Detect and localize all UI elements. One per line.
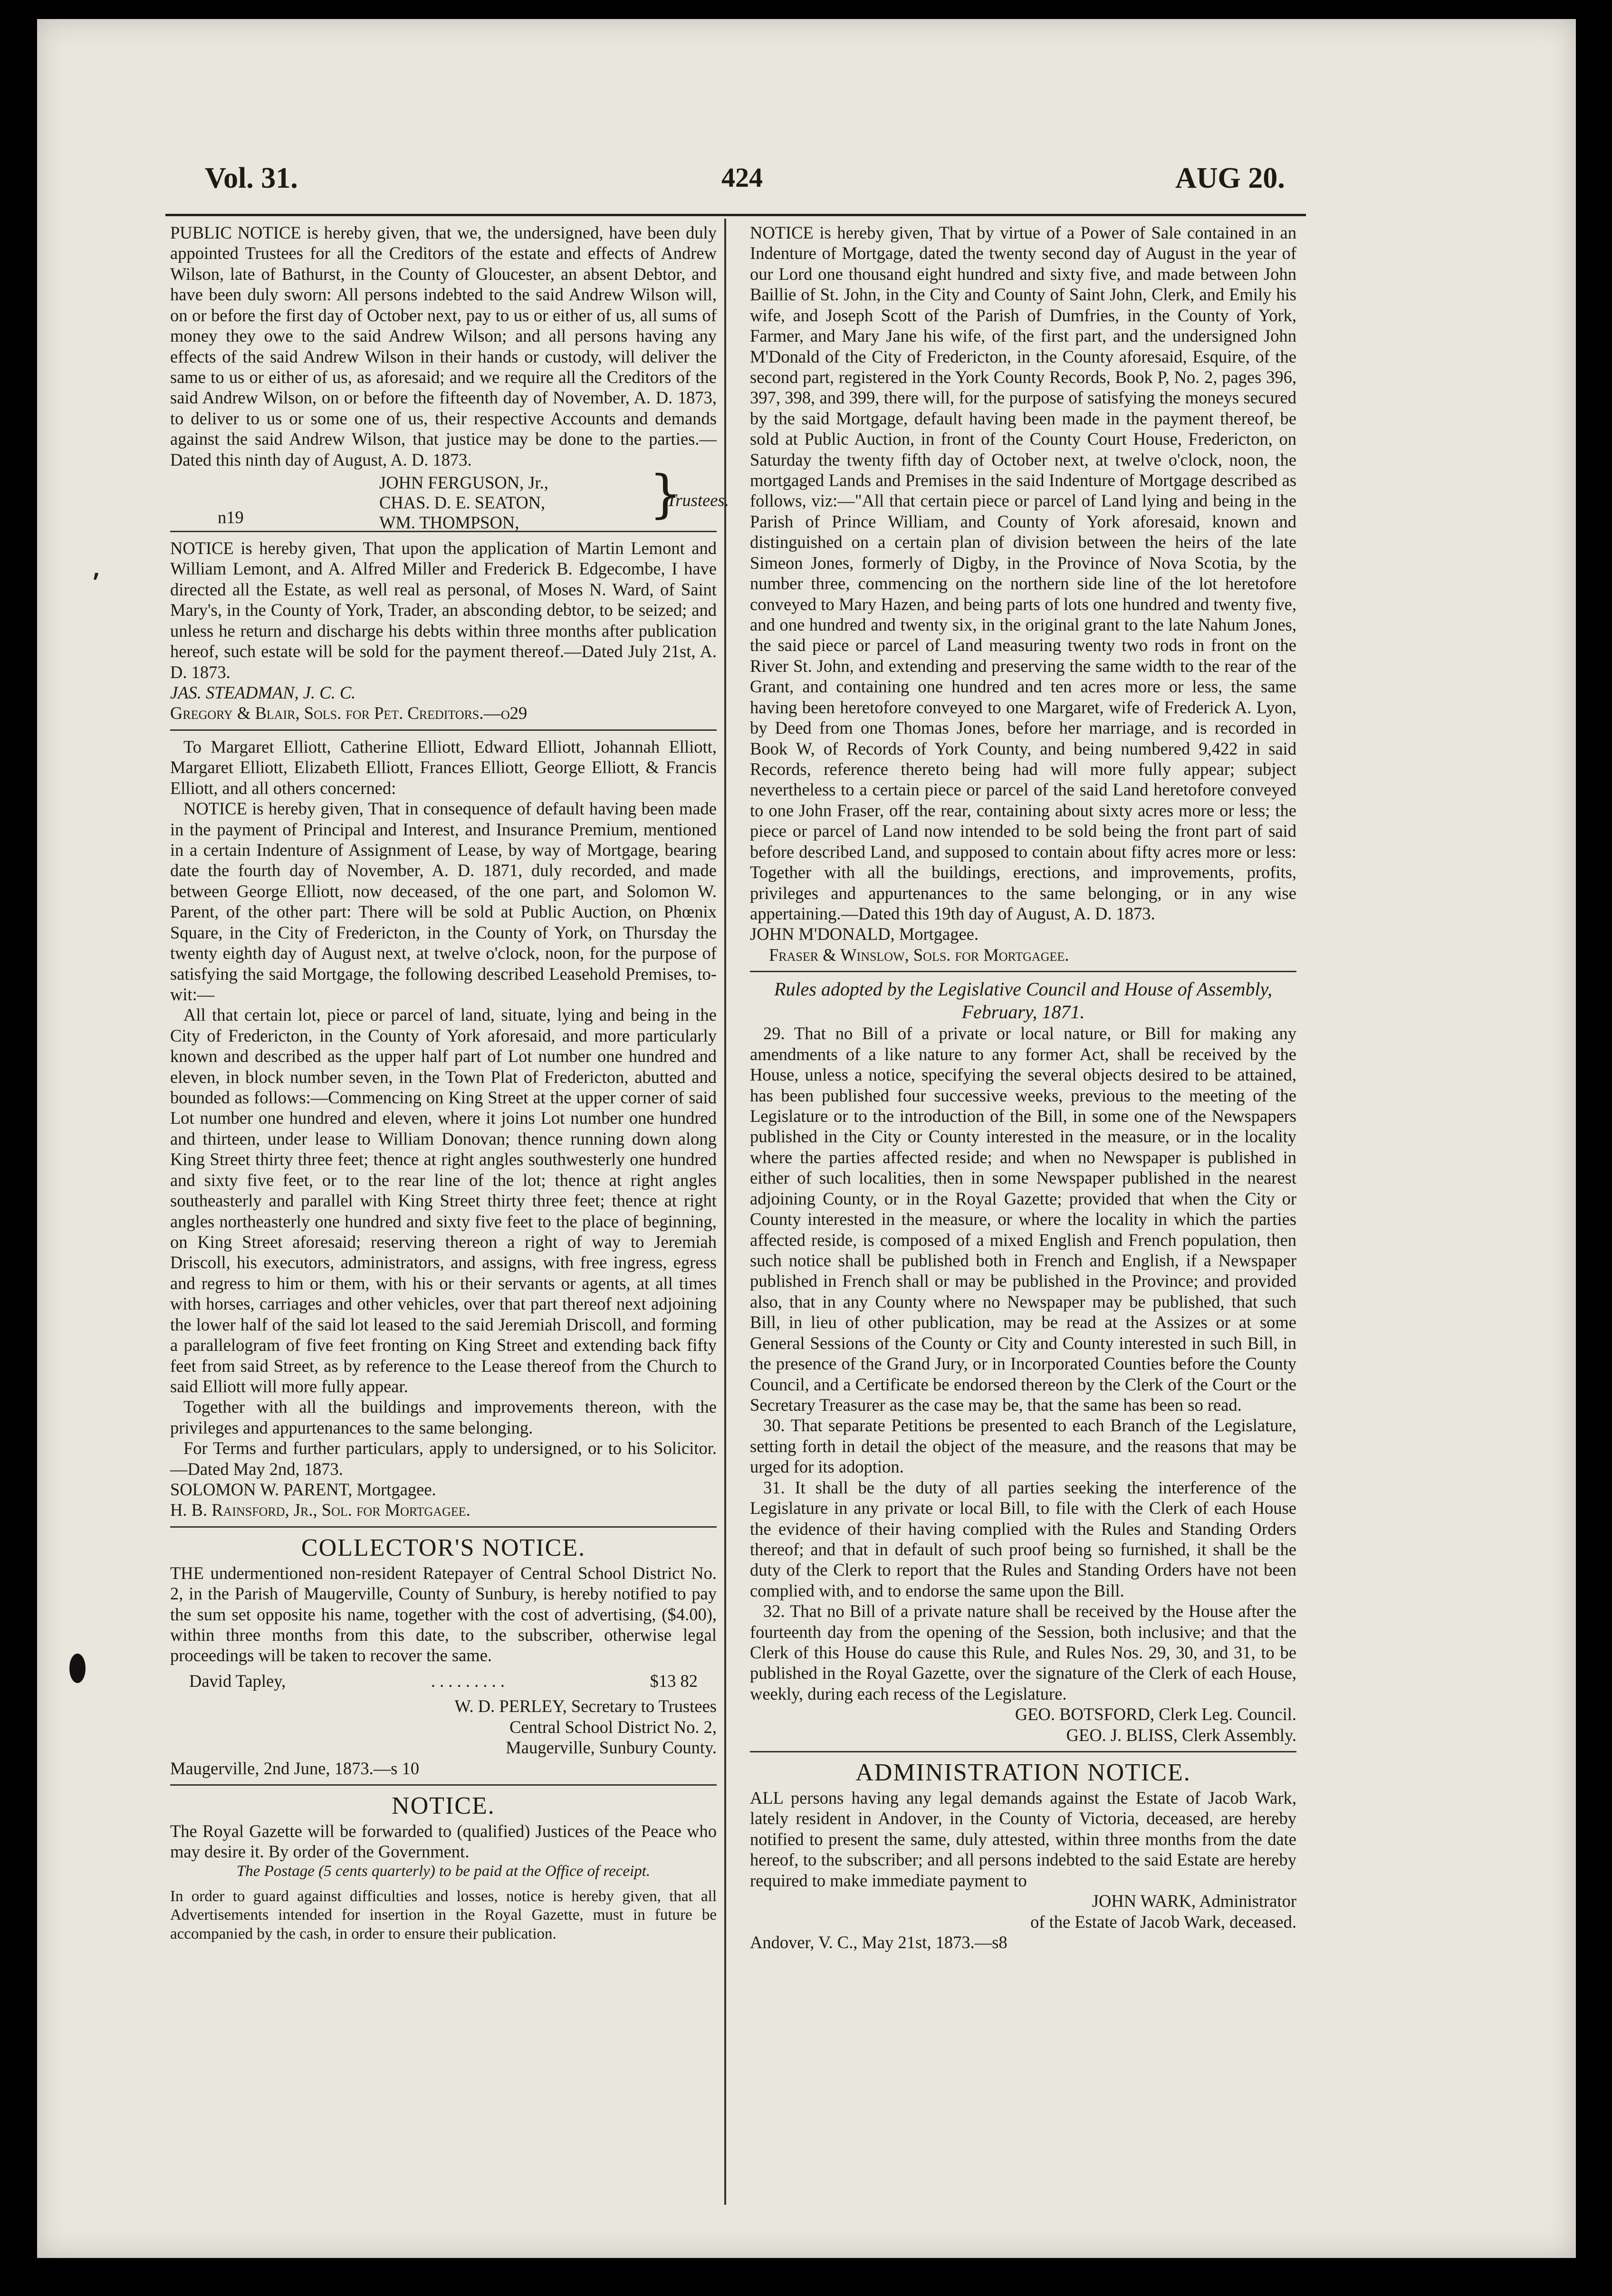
signer-line: W. D. PERLEY, Secretary to Trustees (454, 1696, 717, 1716)
signer-line: Maugerville, Sunbury County. (506, 1738, 717, 1758)
gazette-page (37, 19, 1576, 2258)
trustee-notice (170, 222, 729, 532)
notice-ref: n19 (218, 507, 244, 527)
divider (170, 729, 717, 731)
notice-body: The Royal Gazette will be forwarded to (qualified) Justices of the Peace who may desire it. By order of the Government. (170, 1821, 717, 1862)
advertisement-note: In order to guard against difficulties and losses, notice is hereby given, that all Advertisements intended for insertion in the Royal Gazette, must in future be accompanied by the cash, in order to ensure their publication. (170, 1887, 717, 1942)
solicitors: Fraser & Winslow, Sols. for Mortgagee. (769, 945, 1069, 965)
addressees: To Margaret Elliott, Catherine Elliott, Edward Elliott, Johannah Elliott, Margaret Elliott, Elizabeth Elliott, Frances Elliott, George Elliott, & Francis Elliott, and all others concerned: (170, 737, 717, 798)
notice-title: NOTICE. (392, 1792, 495, 1819)
signer-name: CHAS. D. E. SEATON, (379, 493, 546, 513)
collector-notice (170, 1533, 717, 1779)
notice-body: THE undermentioned non-resident Ratepayer of Central School District No. 2, in the Parish of Maugerville, County of Sunbury, is hereby notified to pay the sum set opposite his name, together with the cost of advertising, ($4.00), within three months from this date, to the subscriber, otherwise legal proceedings will be taken to recover the same. (170, 1563, 717, 1665)
notice-body: ALL persons having any legal demands against the Estate of Jacob Wark, lately resident in Andover, in the County of Victoria, deceased, are hereby notified to present the same, duly attested, within three months from the date hereof, to the subscriber; and all persons indebted to the said Estate are hereby required to make immediate payment to (750, 1788, 1296, 1890)
signer-line: GEO. BOTSFORD, Clerk Leg. Council. (1015, 1704, 1296, 1724)
mortgage-notice (750, 222, 1296, 965)
notice-date: Maugerville, 2nd June, 1873.—s 10 (170, 1758, 420, 1778)
ratepayer-name: David Tapley, (189, 1671, 286, 1691)
premises-description: All that certain lot, piece or parcel of land, situate, lying and being in the City of Fredericton, in the County of York aforesaid, and more particularly known and described as the upper half part of Lot number one hundred and eleven, in block number seven, in the Town Plat of Fredericton, abutted and bounded as follows:—Commencing on King Street at the upper corner of said Lot number one hundred and eleven, where it joins Lot number one hundred and thirteen, under lease to William Donovan; thence running down along King Street thirty three feet; thence at right angles southwesterly one hundred and sixty five feet, or to the rear line of the lot; thence at right angles southeasterly and parallel with King Street thirty three feet; thence at right angles northeasterly one hundred and sixty five feet to the place of beginning, on King Street aforesaid; reserving thereon a right of way to Jeremiah Driscoll, his executors, administrators, and assigns, with free ingress, egress and regress to him or them, with his or their servants or agents, at all times with horses, carriages and other vehicles, over that part thereof next adjoining the lower half of the said lot leased to the said Jeremiah Driscoll, and forming a parallelogram of five feet fronting on King Street and extending back fifty feet from said Street, as by reference to the Lease thereof from the Church to said Elliott will more fully appear. (170, 1005, 717, 1396)
notice-title: COLLECTOR'S NOTICE. (301, 1534, 586, 1561)
header-rule (165, 214, 1306, 216)
notice-body: NOTICE is hereby given, That in consequence of default having been made in the payment of Principal and Interest, and Insurance Premium, mentioned in a certain Indenture of Assignment of Lease, by way of Mortgage, bearing date the fourth day of November, A. D. 1871, duly recorded, and made between George Elliott, now deceased, of the one part, and Solomon W. Parent, of the other part: There will be sold at Public Auction, on Phœnix Square, in the City of Fredericton, in the County of York, on Thursday the twenty eighth day of August next, at twelve o'clock, noon, for the purpose of satisfying the said Mortgage, the following described Leasehold Premises, to-wit:— (170, 799, 717, 1004)
notice-title: ADMINISTRATION NOTICE. (855, 1759, 1191, 1787)
rule-32: 32. That no Bill of a private nature shall be received by the House after the fourteenth day from the opening of the Session, both inclusive; and that the Clerk of this House do cause this Rule, and Rules Nos. 29, 30, and 31, to be published in the Royal Gazette, over the signature of the Clerk of each House, weekly, during each recess of the Legislature. (750, 1601, 1296, 1703)
divider (170, 1784, 717, 1786)
solicitors: Gregory & Blair, Sols. for Pet. Creditors.—o29 (170, 703, 528, 723)
volume-label: Vol. 31. (205, 162, 298, 194)
signer: JAS. STEADMAN, J. C. C. (170, 683, 356, 703)
signer-line: of the Estate of Jacob Wark, deceased. (1030, 1912, 1296, 1932)
ratepayer-row (170, 1671, 717, 1691)
signer-line: GEO. J. BLISS, Clerk Assembly. (1066, 1725, 1296, 1745)
notice-body: For Terms and further particulars, apply to undersigned, or to his Solicitor.—Dated May 2nd, 1873. (170, 1438, 717, 1479)
amount-due: $13 82 (650, 1671, 698, 1691)
margin-mark: ⸴ (93, 558, 100, 585)
rule-29: 29. That no Bill of a private or local nature, or Bill for making any amendments of a like nature to any former Act, shall be received by the House, unless a notice, specifying the several objects desired to be attained, has been published four successive weeks, previous to the meeting of the Legislature or to the introduction of the Bill, in some one of the Newspapers published in the City or County interested in the measure, or in the locality where the parties affected reside; and when no Newspaper is published in either of such localities, then in some Newspaper published in the nearest adjoining County, or in the Royal Gazette; provided that when the City or County interested in the measure, or where the locality in which the parties affected reside, is composed of a mixed English and French population, then such notice shall be published both in French and English, if a Newspaper published in French shall or may be published in the Province; and provided also, that in any County where no Newspaper may be published, that such Bill, in lieu of other publication, may be read at the Assizes or at some General Sessions of the County or City and County interested in such Bill, in the presence of the Grand Jury, or in Incorporated Counties before the County Council, and a Certificate be endorsed thereon by the Clerk of the Court or the Secretary Treasurer as the case may be, that the same has been so read. (750, 1024, 1296, 1415)
signer: SOLOMON W. PARENT, Mortgagee. (170, 1480, 436, 1500)
brace-glyph: } (649, 465, 682, 525)
signer-name: WM. THOMPSON, (379, 513, 519, 532)
notice-body: NOTICE is hereby given, That upon the application of Martin Lemont and William Lemont, and A. Alfred Miller and Frederick B. Edgecombe, I have directed all the Estate, as well real as personal, of Moses N. Ward, of Saint Mary's, in the County of York, Trader, an absconding debtor, to be seized; and unless he return and discharge his debts within three months after publication hereof, such estate will be sold for the payment thereof.—Dated July 21st, A. D. 1873. (170, 538, 717, 682)
signer-line: Central School District No. 2, (509, 1717, 717, 1737)
administration-notice (750, 1758, 1296, 1952)
divider (170, 1526, 717, 1528)
page-header (37, 162, 1576, 209)
ward-notice (170, 538, 717, 724)
notice-body: Together with all the buildings and improvements thereon, with the privileges and appurtenances to the same belonging. (170, 1397, 717, 1437)
signer-name: JOHN FERGUSON, Jr., (379, 473, 548, 493)
signer: JOHN M'DONALD, Mortgagee. (750, 924, 979, 944)
gazette-notice (170, 1791, 717, 1943)
issue-date: AUG 20. (1175, 162, 1285, 194)
signer-line: JOHN WARK, Administrator (1092, 1891, 1296, 1911)
signer-role: Trustees. (667, 490, 729, 510)
notice-body: PUBLIC NOTICE is hereby given, that we, the undersigned, have been duly appointed Trustees for all the Creditors of the estate and effects of Andrew Wilson, late of Bathurst, in the County of Gloucester, an absent Debtor, and have been duly sworn: All persons indebted to the said Andrew Wilson will, on or before the first day of October next, pay to us or either of us, all sums of money they owe to the said Andrew Wilson; and all persons having any effects of the said Andrew Wilson in their hands or custody, will deliver the same to us or either of us, as aforesaid; and we require all the Creditors of the said Andrew Wilson, on or before the fifteenth day of November, A. D. 1873, to deliver to us or some one of us, their respective Accounts and demands against the said Andrew Wilson, that justice may be done to the parties.—Dated this ninth day of August, A. D. 1873. (170, 223, 717, 469)
postage-line: The Postage (5 cents quarterly) to be paid at the Office of receipt. (236, 1862, 651, 1880)
rule-30: 30. That separate Petitions be presented to each Branch of the Legislature, setting forth in detail the object of the measure, and the reasons that may be urged for its adoption. (750, 1416, 1296, 1477)
divider (750, 971, 1296, 972)
left-column (170, 222, 729, 1943)
leader-dots: . . . . . . . . . (431, 1671, 505, 1691)
notice-body: NOTICE is hereby given, That by virtue of a Power of Sale contained in an Indenture of Mortgage, dated the twenty second day of August in the year of our Lord one thousand eight hundred and sixty five, and made between John Baillie of St. John, in the City and County of Saint John, Clerk, and Emily his wife, and Joseph Scott of the Parish of Dumfries, in the County of York, Farmer, and Mary Jane his wife, of the first part, and the undersigned John M'Donald of the City of Fredericton, in the County aforesaid, Esquire, of the second part, registered in the York County Records, Book P, No. 2, pages 396, 397, 398, and 399, there will, for the purpose of satisfying the moneys secured by the said Mortgage, default having been made in the payment thereof, be sold at Public Auction, in front of the County Court House, Fredericton, on Saturday the twenty fifth day of October next, at twelve o'clock, noon, the mortgaged Lands and Premises in the said Indenture of Mortgage described as follows, viz:—"All that certain piece or parcel of Land lying and being in the Parish of Prince William, and County of York aforesaid, known and distinguished on a certain plan of division between the heirs of the late Simeon Jones, formerly of Digby, in the Province of Nova Scotia, by the number three, commencing on the northern side line of the lot heretofore conveyed to Mary Hazen, and being parts of lots one hundred and twenty five, and one hundred and twenty six, in the original grant to the late Nahum Jones, the said piece or parcel of Land measuring twenty two rods in front on the River St. John, and extending and preserving the same width to the rear of the Grant, and containing one hundred and ten acres more or less, the same having been heretofore conveyed to one Margaret, wife of Frederick A. Lyon, by Deed from one Thomas Jones, before her marriage, and is recorded in Book W, of Records of York County, and being numbered 9,422 in said Records, reference thereto being had will more fully appear; subject nevertheless to a certain piece or parcel of the said Land heretofore conveyed to one John Fraser, off the rear, containing about sixty acres more or less; the piece or parcel of Land now intended to be sold being the front part of said before described Land, and supposed to contain about fifty acres more or less: Together with all the buildings, erections, and improvements, profits, privileges and appurtenances to the same belonging, or in any wise appertaining.—Dated this 19th day of August, A. D. 1873. (750, 223, 1296, 923)
legislative-rules (750, 978, 1296, 1745)
rule-31: 31. It shall be the duty of all parties seeking the interference of the Legislature in any private or local Bill, to file with the Clerk of each House the evidence of their having complied with the Rules and Standing Orders thereof; and that in default of such proof being so furnished, it shall be the duty of the Clerk to report that the Rules and Standing Orders have not been complied with, and to endorse the same upon the Bill. (750, 1477, 1296, 1600)
rules-title: Rules adopted by the Legislative Council and House of Assembly, February, 1871. (774, 978, 1272, 1023)
page-number: 424 (721, 162, 763, 193)
notice-date: Andover, V. C., May 21st, 1873.—s8 (750, 1932, 1008, 1952)
punch-hole-mark (69, 1654, 86, 1683)
solicitor: H. B. Rainsford, Jr., Sol. for Mortgagee. (170, 1500, 470, 1520)
trustee-signatures (170, 465, 729, 532)
column-divider (724, 219, 726, 2205)
divider (750, 1751, 1296, 1752)
right-column (750, 222, 1296, 1952)
elliott-notice (170, 737, 717, 1521)
